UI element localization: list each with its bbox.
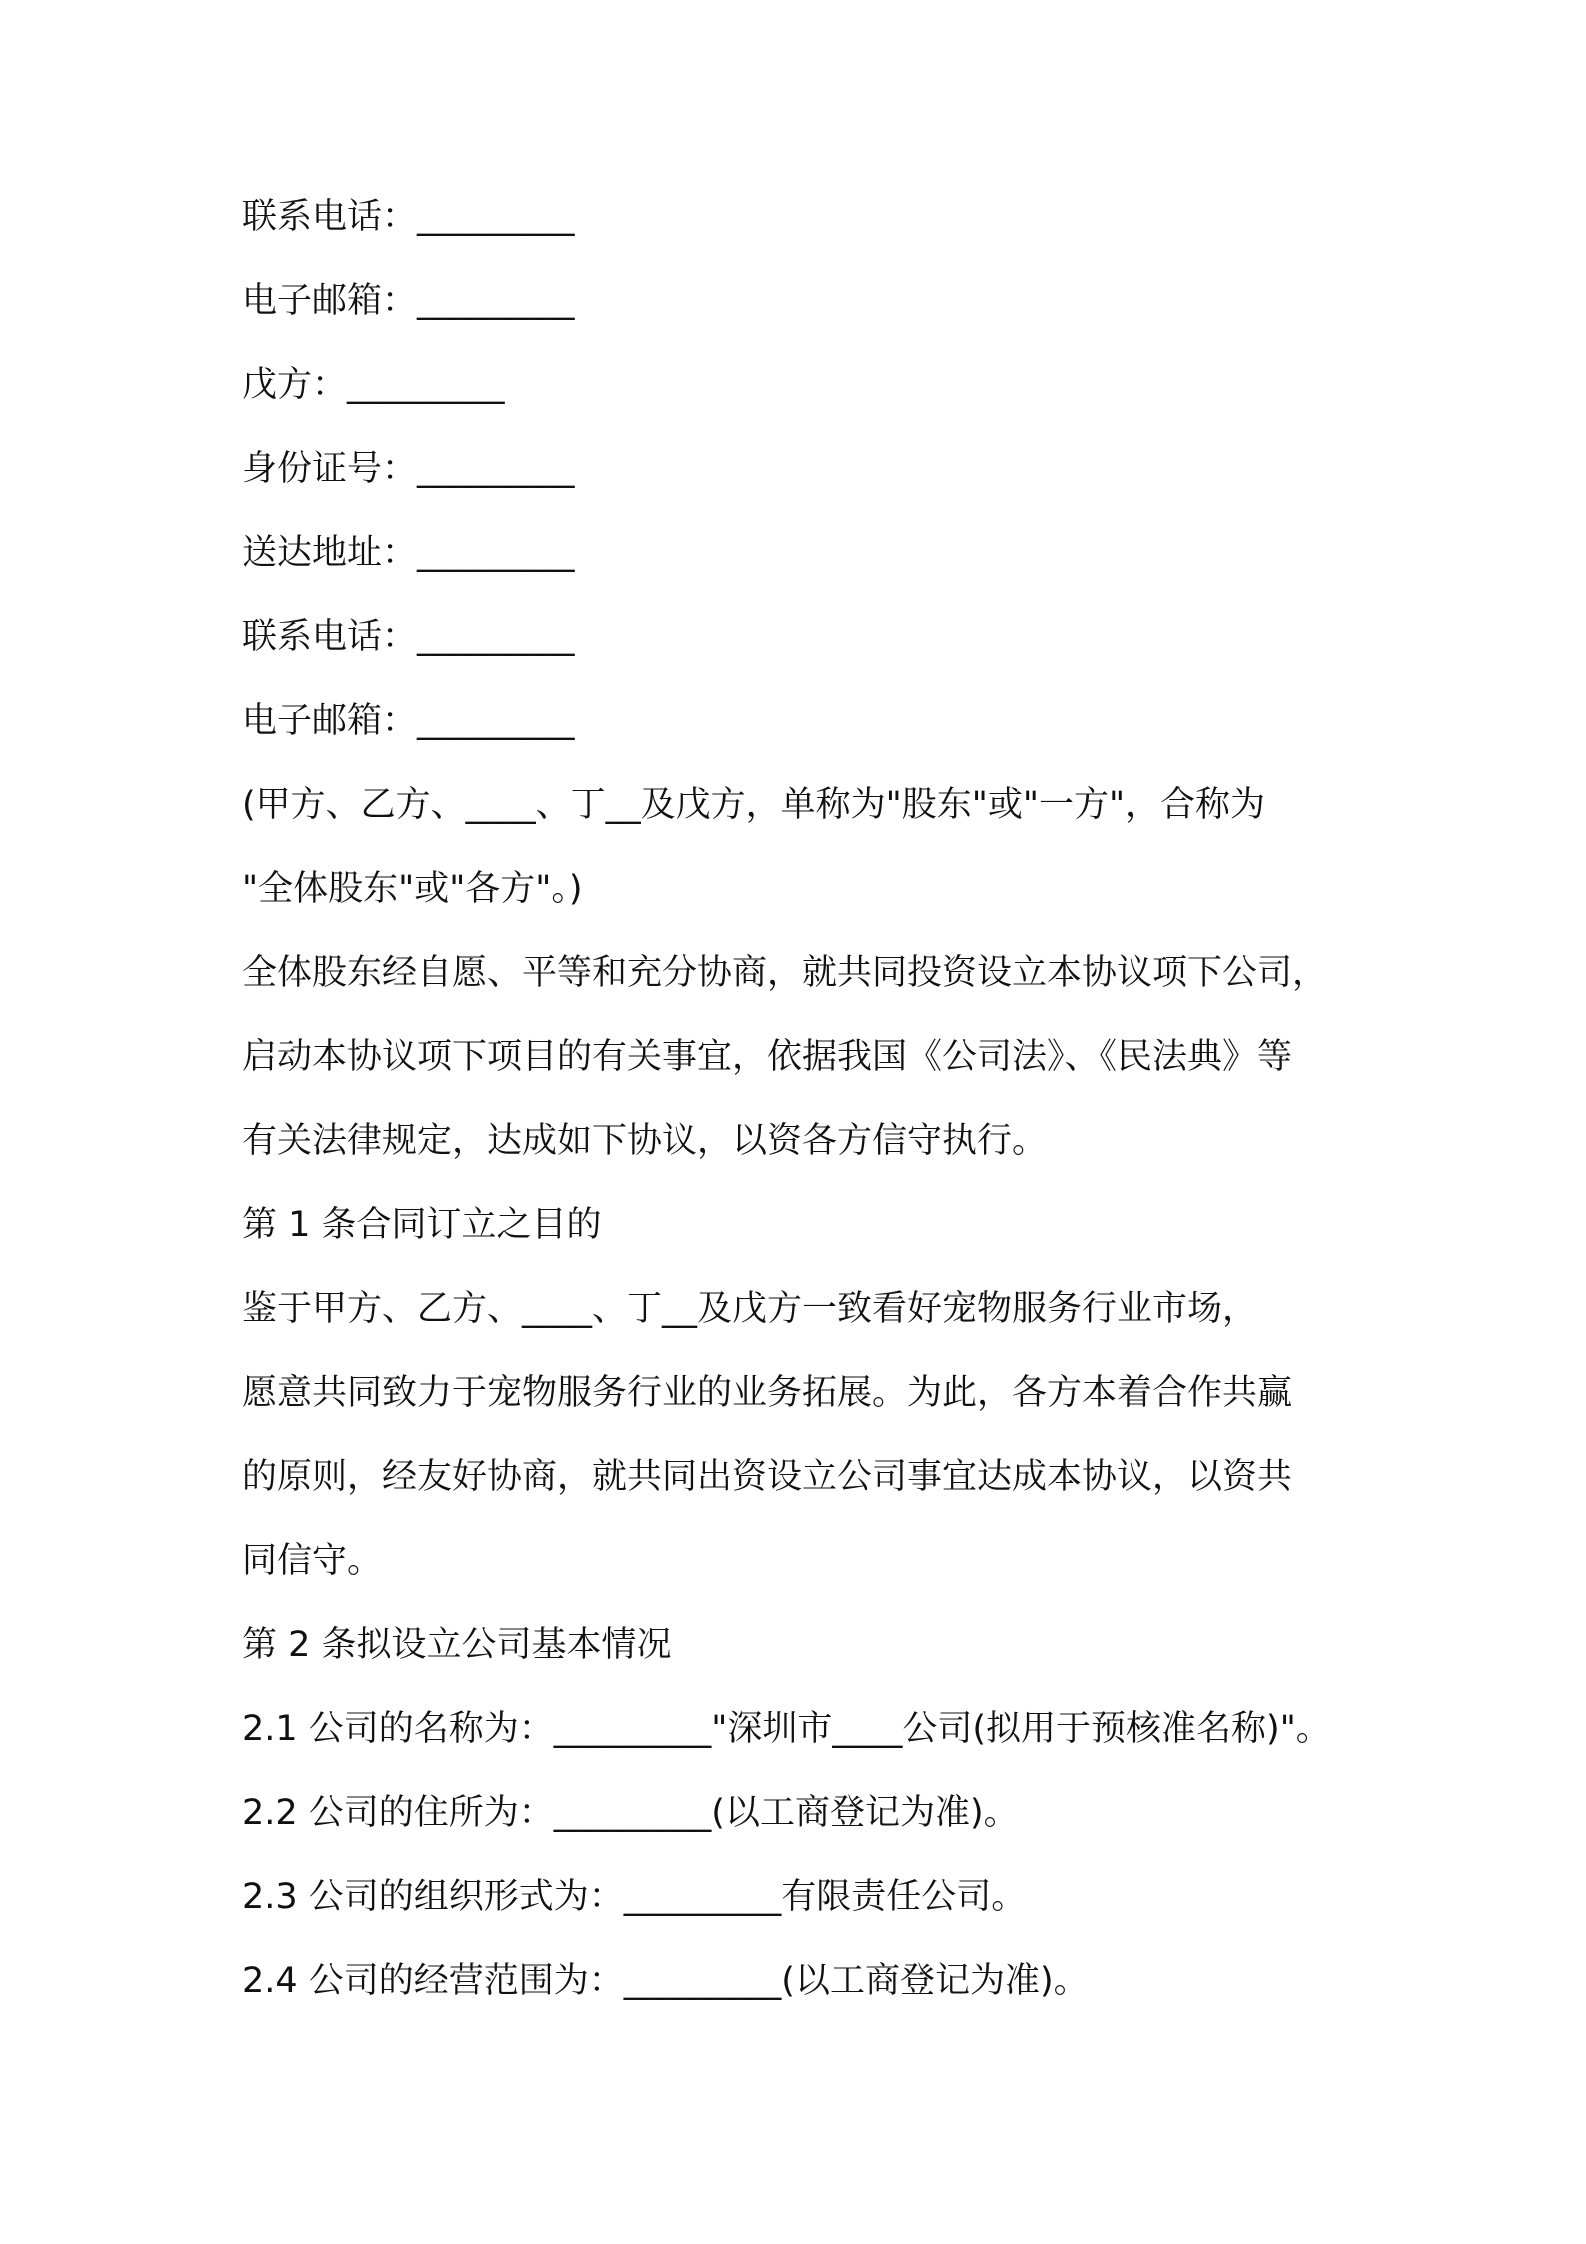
clause-2-3: 2.3 公司的组织形式为：_________有限责任公司。 bbox=[242, 1877, 1027, 1917]
clause-2-4: 2.4 公司的经营范围为：_________(以工商登记为准)。 bbox=[242, 1961, 1089, 2001]
article-1-heading: 第 1 条合同订立之目的 bbox=[242, 1205, 602, 1245]
article-1-text-line-1: 鉴于甲方、乙方、____、丁__及戊方一致看好宠物服务行业市场， bbox=[242, 1289, 1258, 1329]
article-1-text-line-3: 的原则，经友好协商，就共同出资设立公司事宜达成本协议，以资共 bbox=[242, 1457, 1293, 1497]
contact-phone-line-2: 联系电话：_________ bbox=[242, 617, 575, 657]
id-number-line: 身份证号：_________ bbox=[242, 449, 575, 489]
preamble-line-3: 有关法律规定，达成如下协议，以资各方信守执行。 bbox=[242, 1121, 1048, 1161]
party-wu-line: 戊方：_________ bbox=[242, 365, 505, 405]
preamble-line-1: 全体股东经自愿、平等和充分协商，就共同投资设立本协议项下公司， bbox=[242, 953, 1328, 993]
article-1-text-line-2: 愿意共同致力于宠物服务行业的业务拓展。为此，各方本着合作共赢 bbox=[242, 1373, 1293, 1413]
email-line-2: 电子邮箱：_________ bbox=[242, 701, 575, 741]
preamble-line-2: 启动本协议项下项目的有关事宜，依据我国《公司法》、《民法典》等 bbox=[242, 1037, 1293, 1077]
parties-definition-line-1: (甲方、乙方、____、丁__及戊方，单称为"股东"或"一方"，合称为 bbox=[242, 785, 1266, 825]
article-1-text-line-4: 同信守。 bbox=[242, 1541, 383, 1581]
contact-phone-line: 联系电话：_________ bbox=[242, 197, 575, 237]
clause-2-2: 2.2 公司的住所为：_________(以工商登记为准)。 bbox=[242, 1793, 1019, 1833]
parties-definition-line-2: "全体股东"或"各方"。) bbox=[242, 869, 583, 909]
clause-2-1: 2.1 公司的名称为：_________"深圳市____公司(拟用于预核准名称)"。 bbox=[242, 1709, 1331, 1749]
service-address-line: 送达地址：_________ bbox=[242, 533, 575, 573]
article-2-heading: 第 2 条拟设立公司基本情况 bbox=[242, 1625, 672, 1665]
document-body bbox=[242, 196, 1362, 2044]
email-line: 电子邮箱：_________ bbox=[242, 281, 575, 321]
